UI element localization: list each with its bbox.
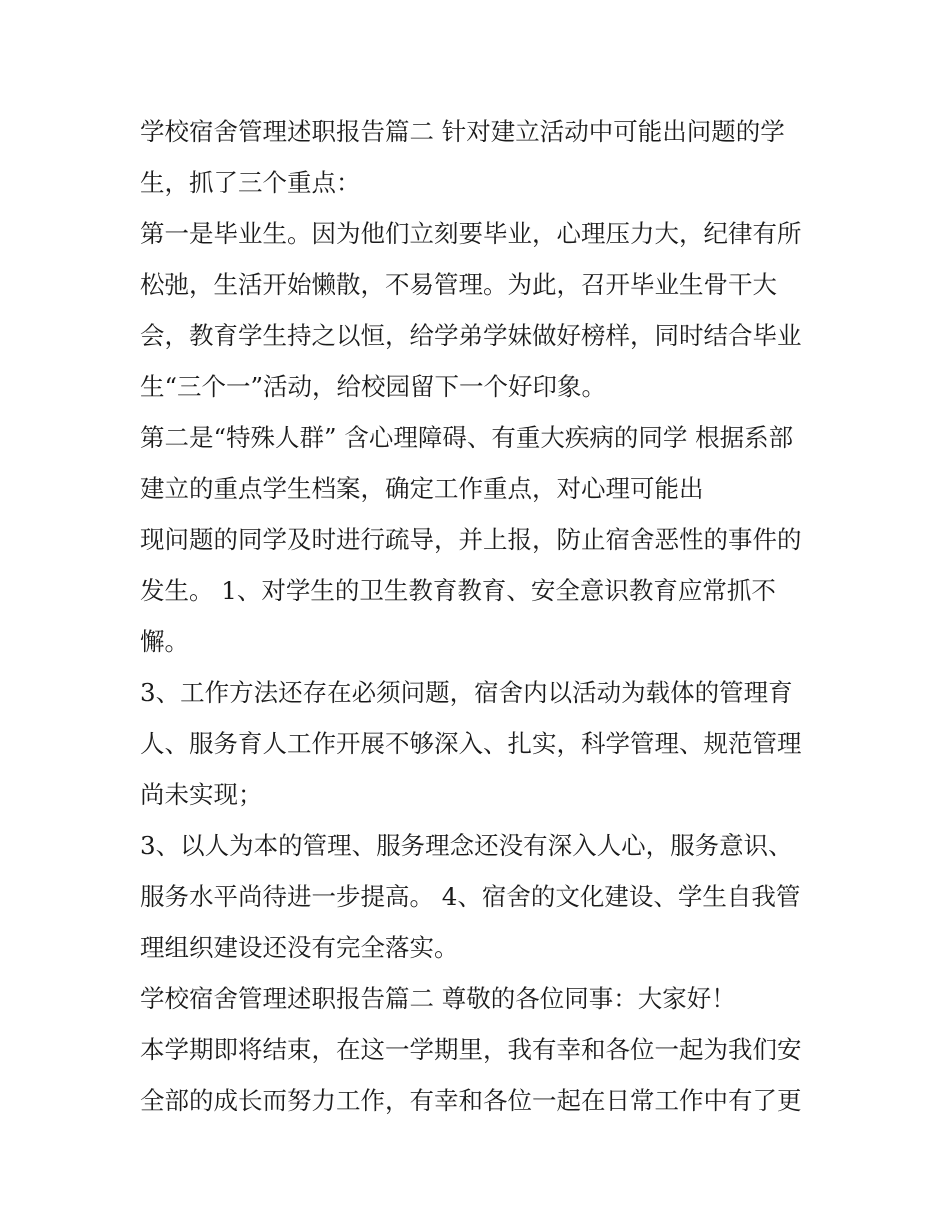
text-line: 学校宿舍管理述职报告篇二 针对建立活动中可能出问题的学 — [140, 117, 785, 146]
text-line: 本学期即将结束，在这一学期里，我有幸和各位一起为我们安 — [140, 1035, 802, 1064]
text-line: 服务水平尚待进一步提高。 4、宿舍的文化建设、学生自我管 — [140, 882, 801, 911]
text-line: 生“三个一”活动，给校园留下一个好印象。 — [140, 372, 607, 401]
text-line: 理组织建设还没有完全落实。 — [140, 933, 459, 962]
text-line: 会，教育学生持之以恒，给学弟学妹做好榜样，同时结合毕业 — [140, 321, 802, 350]
text-line: 尚未实现； — [140, 780, 263, 809]
text-line: 现问题的同学及时进行疏导，并上报，防止宿舍恶性的事件的 — [140, 525, 802, 554]
text-line: 松弛，生活开始懒散，不易管理。为此，召开毕业生骨干大 — [140, 270, 777, 299]
text-line: 3、以人为本的管理、服务理念还没有深入人心，服务意识、 — [140, 831, 793, 860]
text-line: 第一是毕业生。因为他们立刻要毕业，心理压力大，纪律有所 — [140, 219, 802, 248]
text-line: 第二是“特殊人群” 含心理障碍、有重大疾病的同学 根据系部 — [140, 423, 794, 452]
text-line: 人、服务育人工作开展不够深入、扎实，科学管理、规范管理 — [140, 729, 802, 758]
text-line: 学校宿舍管理述职报告篇二 尊敬的各位同事：大家好！ — [140, 984, 736, 1013]
text-line: 懈。 — [140, 627, 189, 656]
text-line: 全部的成长而努力工作，有幸和各位一起在日常工作中有了更 — [140, 1086, 802, 1115]
document-body — [140, 106, 820, 1126]
text-line: 生，抓了三个重点： — [140, 168, 361, 197]
text-line: 建立的重点学生档案，确定工作重点，对心理可能出 — [140, 474, 704, 503]
text-line: 3、工作方法还存在必须问题，宿舍内以活动为载体的管理育 — [140, 678, 793, 707]
text-line: 发生。 1、对学生的卫生教育教育、安全意识教育应常抓不 — [140, 576, 776, 605]
